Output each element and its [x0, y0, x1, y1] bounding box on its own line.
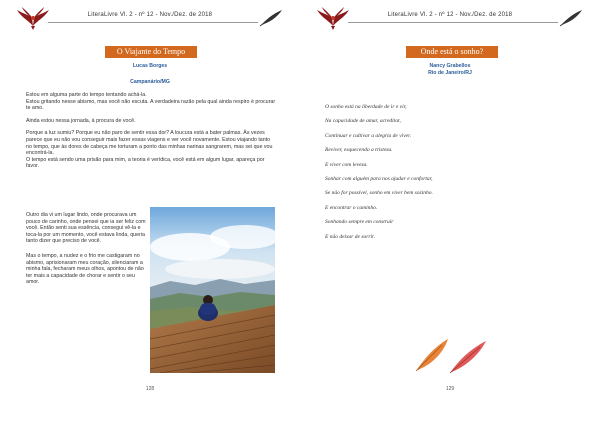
- poem-verse: Continuar e cultivar a alegria de viver.: [325, 132, 411, 139]
- mountain-photo: [150, 207, 275, 373]
- paragraph: Ainda estou nessa jornada, à procura de você.: [26, 117, 136, 124]
- poem-verse: Se não for possível, sonho em viver bem sozinho.: [325, 190, 433, 197]
- poem-verse: Reviver, esquecendo a tristeza.: [325, 147, 393, 154]
- poem-title: Onde está o sonho?: [406, 46, 498, 58]
- article-body-side: [26, 212, 148, 289]
- poem-location: Rio de Janeiro/RJ: [428, 70, 472, 76]
- paragraph: Outro dia vi um lugar lindo, onde procurava um pouco de carinho, onde pensei que ia ser feliz com você. Então senti sua essência, consegui vê-la e toca-la por um momento, você estava linda, queria tanto dizer que preciso de você.: [26, 212, 146, 245]
- paragraph: Mas o tempo, a nudez e o frio me castigaram no abismo, aprisionaram meu coração, silenciaram a minha fala, fecharam meus olhos, apontou de não ter mais a capacidade de chorar e sentir o seu amor.: [26, 252, 144, 286]
- phoenix-logo-icon: [16, 6, 50, 30]
- page-number: 129: [445, 386, 455, 392]
- header-rule: [348, 22, 558, 23]
- page-number: 128: [145, 386, 155, 392]
- article-location: Campanário/MG: [130, 79, 170, 85]
- header-title: LiteraLivre Vl. 2 - nº 12 - Nov./Dez. de 2018: [87, 12, 213, 18]
- poem-body: [325, 104, 555, 248]
- poem-verse: O sonho está na liberdade de ir e vir,: [325, 104, 407, 110]
- article-author: Lucas Borges: [132, 63, 168, 69]
- left-header: [12, 6, 288, 32]
- phoenix-logo-icon: [316, 6, 350, 30]
- right-header: [312, 6, 588, 32]
- poem-verse: Na capacidade de amar, acreditar,: [325, 118, 401, 125]
- poem-verse: Sonhar com alguém para nos ajudar e confortar,: [325, 175, 433, 182]
- quill-icon: [558, 8, 584, 28]
- poem-verse: E encontrar o caminho.: [325, 204, 378, 211]
- poem-verse: E não deixar de sorrir.: [325, 233, 375, 240]
- paragraph: Porque a luz sumiu? Porque eu não paro de sentir essa dor? A loucura está a bater palmas. Às vezes parece que eu não vou conseguir mais fazer essas viagens e ver você novamente. Estou viajando tanto no tempo, que às dores de cabeça me torturam a ponto das minhas narinas sangrarem, mas sei que vou encontrá-la. O tempo está sendo uma prisão para mim, a teoria é verídica, você está em algum lugar, apareça por favor.: [26, 130, 273, 170]
- poem-verse: E viver com leveza.: [325, 161, 368, 168]
- header-title: LiteraLivre Vl. 2 - nº 12 - Nov./Dez. de 2018: [387, 12, 513, 18]
- header-rule: [48, 22, 258, 23]
- article-body-top: [26, 92, 276, 173]
- poem-author: Nancy Grabellos: [429, 63, 471, 69]
- feathers-icon: [412, 335, 492, 375]
- paragraph: Estou em alguma parte do tempo tentando achá-la. Estou gritando nesse abismo, mas você não escuta. A verdadeira razão pela qual ainda respiro é procurar te amo.: [26, 92, 276, 112]
- mountain-photo-image: [150, 207, 275, 373]
- poem-verse: Sonhando sempre em construir: [325, 219, 394, 226]
- article-title: O Viajante do Tempo: [105, 46, 197, 58]
- quill-icon: [258, 8, 284, 28]
